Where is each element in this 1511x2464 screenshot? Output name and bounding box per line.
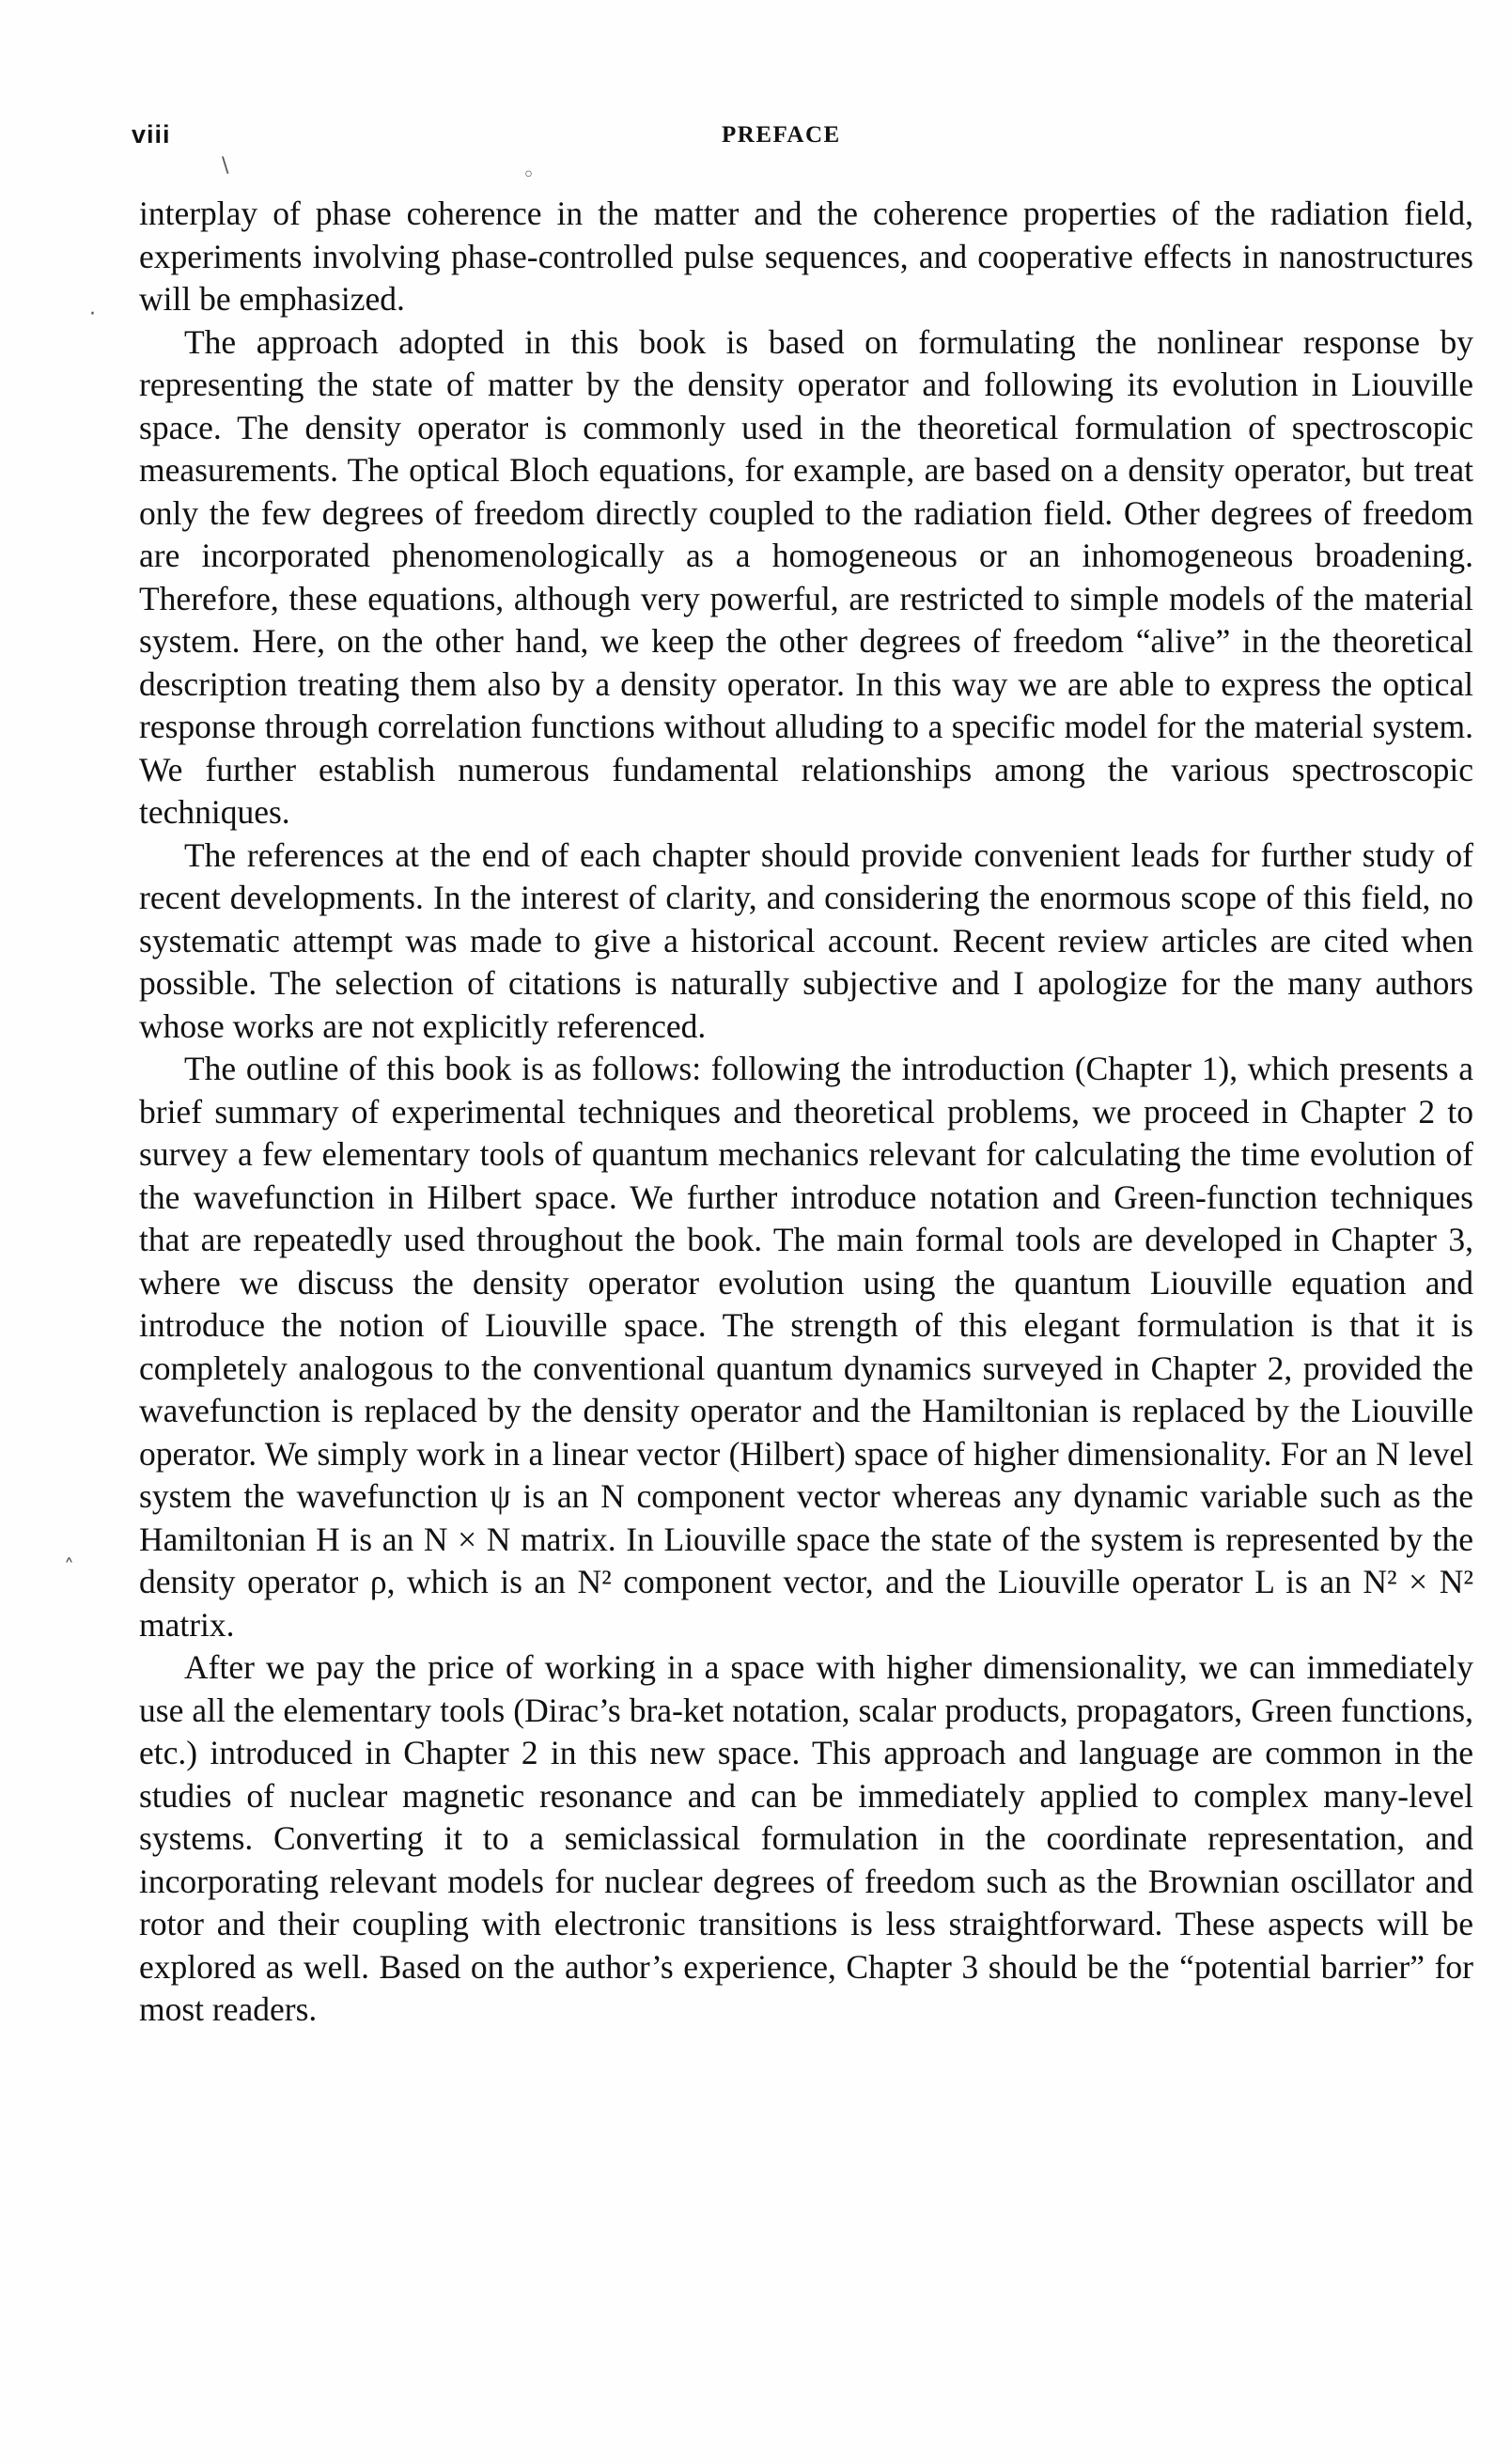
running-head: PREFACE — [722, 122, 841, 148]
body-text — [139, 193, 1473, 2032]
paragraph: interplay of phase coherence in the matter and the coherence properties of the radiation field, experiments involving phase-controlled pulse sequences, and cooperative effects in nanostructures will be emphasized. — [139, 195, 1473, 318]
stray-mark: \ — [222, 154, 229, 178]
stray-mark: · — [89, 303, 96, 326]
paragraph: The references at the end of each chapter should provide convenient leads for further study of recent developments. In the interest of clarity, and considering the enormous scope of this field, no systematic attempt was made to give a historical account. Recent review articles are cited when possible. The selection of citations is naturally subjective and I apologize for the many authors whose works are not explicitly referenced. — [139, 835, 1473, 1045]
page-header — [132, 120, 1475, 158]
paragraph: The outline of this book is as follows: following the introduction (Chapter 1), which presents a brief summary of experimental techniques and theoretical problems, we proceed in Chapter 2 to survey a few elementary tools of quantum mechanics relevant for calculating the time evolution of the wavefunction in Hilbert space. We further introduce notation and Green-function techniques that are repeatedly used throughout the book. The main formal tools are developed in Chapter 3, where we discuss the density operator evolution using the quantum Liouville equation and introduce the notion of Liouville space. The strength of this elegant formulation is that it is completely analogous to the conventional quantum dynamics surveyed in Chapter 2, provided the wavefunction is replaced by the density operator and the Hamiltonian is replaced by the Liouville operator. We simply work in a linear vector (Hilbert) space of higher dimensionality. For an N level system the wavefunction ψ is an N component vector whereas any dynamic variable such as the Hamiltonian H is an N × N matrix. In Liouville space the state of the system is represented by the density operator ρ, which is an N² component vector, and the Liouville operator L is an N² × N² matrix. — [139, 1050, 1473, 1644]
paragraph: After we pay the price of working in a space with higher dimensionality, we can immediately use all the elementary tools (Dirac’s bra-ket notation, scalar products, propagators, Green functions, etc.) introduced in Chapter 2 in this new space. This approach and language are common in the studies of nuclear magnetic resonance and can be immediately applied to complex many-level systems. Converting it to a semiclassical formulation in the coordinate representation, and incorporating relevant models for nuclear degrees of freedom such as the Brownian oscillator and rotor and their coupling with electronic transitions is less straightforward. These aspects will be explored as well. Based on the author’s experience, Chapter 3 should be the “potential barrier” for most readers. — [139, 1648, 1473, 2028]
paragraph: The approach adopted in this book is based on formulating the nonlinear response by representing the state of matter by the density operator and following its evolution in Liouville space. The density operator is commonly used in the theoretical formulation of spectroscopic measurements. The optical Bloch equations, for example, are based on a density operator, but treat only the few degrees of freedom directly coupled to the radiation field. Other degrees of freedom are incorporated phenomenologically as a homogeneous or an inhomogeneous broadening. Therefore, these equations, although very powerful, are restricted to simple models of the material system. Here, on the other hand, we keep the other degrees of freedom “alive” in the theoretical description treating them also by a density operator. In this way we are able to express the optical response through correlation functions without alluding to a specific model for the material system. We further establish numerous fundamental relationships among the various spectroscopic techniques. — [139, 322, 1473, 831]
stray-mark: ˄ — [64, 1556, 74, 1580]
page-number: viii — [132, 120, 171, 148]
stray-mark: ◦ — [522, 164, 535, 187]
